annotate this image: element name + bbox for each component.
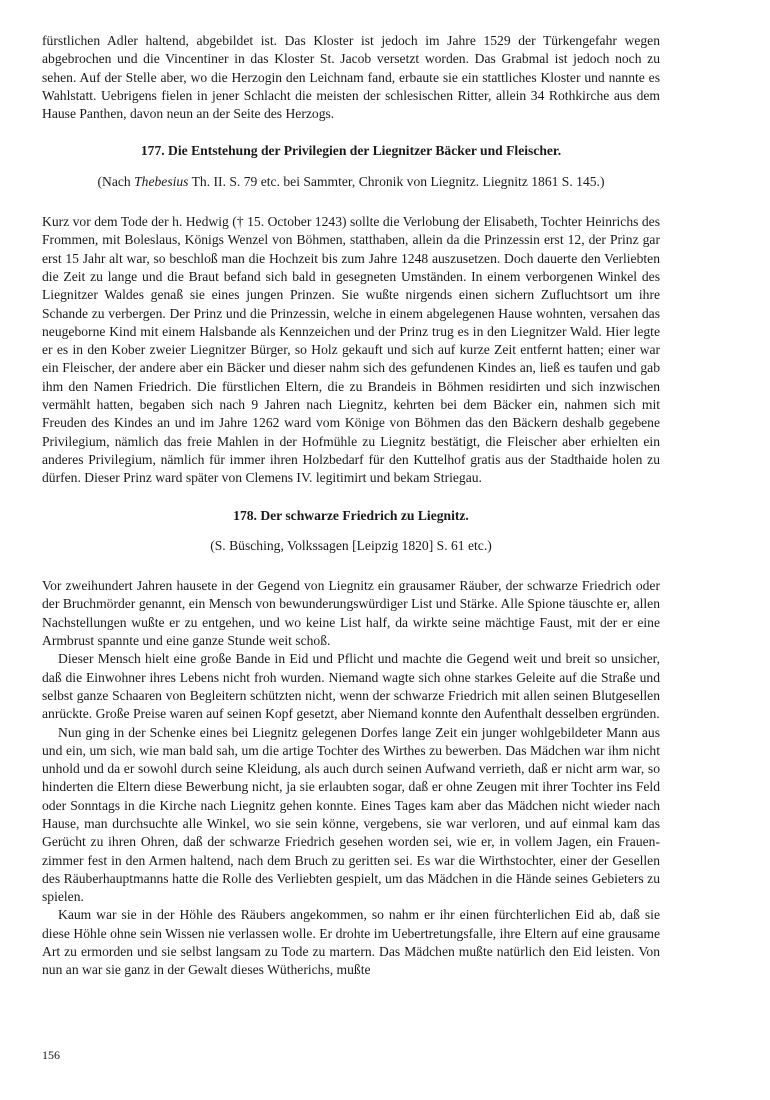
section-178-paragraph-2: Dieser Mensch hielt eine große Bande in Eid und Pflicht und machte die Gegend weit und breit so unsicher, daß die Einwohner ihres Lebens nicht froh wurden. Niemand wagte sich ohne starkes Geleite auf die Straße und selbst ganze Schaaren von Begleitern schützten nicht, wenn der schwarze Friedrich mit allen seinen Blutgesellen anrückte. Große Preise waren auf seinen Kopf gesetzt, aber Niemand konnte den Aufenthalt desselben ergründen. — [42, 651, 660, 722]
intro-paragraph: fürstlichen Adler haltend, abgebildet ist. Das Kloster ist jedoch im Jahre 1529 der Türkengefahr wegen abgebrochen und die Vincentiner in das Kloster St. Jacob versetzt worden. Das Grabmal ist jedoch noch zu sehen. Auf der Stelle aber, wo die Herzogin den Leichnam fand, erbaute sie ein stattliches Kloster und nannte es Wahlstatt. Uebrigens fielen in jener Schlacht die meisten der schlesischen Ritter, allein 34 Rothkirche aus dem Hause Panthen, davon neun an der Seite des Herzogs. — [42, 33, 660, 122]
source-prefix: (Nach — [97, 173, 135, 189]
section-177-source — [42, 173, 660, 191]
section-178-source: (S. Büsching, Volkssagen [Leipzig 1820] S. 61 etc.) — [210, 537, 492, 553]
page-body — [42, 32, 660, 980]
source-author: Thebesius — [134, 173, 189, 189]
section-177-heading: 177. Die Entstehung der Privilegien der Liegnitzer Bäcker und Fleischer. — [140, 143, 562, 159]
source-rest: Th. II. S. 79 etc. bei Sammter, Chronik von Liegnitz. Liegnitz 1861 S. 145.) — [188, 173, 605, 189]
page-number: 156 — [42, 1048, 60, 1062]
section-178-paragraph-1: Vor zweihundert Jahren hausete in der Gegend von Liegnitz ein grausamer Räuber, der schwarze Friedrich oder der Bruchmörder genannt, ein Mensch von bewunderungswürdiger List und Stärke. Alle Spione täuschte er, allen Nachstellungen wußte er zu entgehen, und wo keine List half, da wirkte seine mächtige Faust, mit der er eine Armbrust spannte und eine ganze Stunde weit schoß. — [42, 578, 660, 649]
section-178-heading: 178. Der schwarze Friedrich zu Liegnitz. — [233, 507, 469, 523]
section-177-paragraph: Kurz vor dem Tode der h. Hedwig († 15. October 1243) sollte die Verlobung der Elisabeth, Tochter Heinrichs des Frommen, mit Boleslaus, Königs Wenzel von Böhmen, statthaben, allein da die Prinzessin erst 12, der Prinz gar erst 15 Jahr alt war, so beschloß man die Hochzeit bis zum Jahre 1248 auszusetzen. Doch dauerte den Verliebten die Zeit zu lange und die Braut befand sich bald in gesegneten Umständen. In einem verborgenen Winkel des Liegnitzer Waldes genaß sie eines jungen Prinzen. Sie wußte nirgends einen sichern Zufluchtsort um ihre Schande zu verbergen. Der Prinz und die Prinzessin, welche in einem abgelegenen Hause wohnten, versahen das neugeborne Kind mit einem Halsbande als Kennzeichen und der Prinz trug es in den Liegnitzer Wald. Hier legte er es in den Kober zweier Liegnitzer Bürger, so Holz gekauft und sich auf kurze Zeit entfernt hatten; einer war ein Fleischer, der andere aber ein Bäcker und dieser nahm sich des gefundenen Kindes an, ließ es taufen und gab ihm den Namen Friedrich. Die fürstlichen Eltern, die zu Brandeis in Böhmen residirten und sich inzwischen vermählt hatten, begaben sich nach 9 Jahren nach Liegnitz, kehrten bei dem Bäcker ein, nahmen sich mit Freuden des Kindes an und im Jahre 1262 ward vom Könige von Böhmen das den Bäckern deshalb gegebene Privilegium, nämlich das freie Mahlen in der Hofmühle zu Liegnitz bestätigt, die Fleischer aber erhielten ein anderes Privilegium, nämlich für immer ihren Holzbedarf für den Kuttelhof gratis aus der Stadthaide holen zu dürfen. Dieser Prinz ward später von Clemens IV. legitimirt und bekam Striegau. — [42, 214, 660, 486]
section-178-paragraph-4: Kaum war sie in der Höhle des Räubers angekommen, so nahm er ihr einen fürchterlichen Eid ab, daß sie diese Höhle ohne sein Wissen nie verlassen wolle. Er drohte im Uebertretungsfalle, ihre Eltern auf eine grausame Art zu ermorden und sie selbst langsam zu Tode zu martern. Das Mädchen mußte natürlich den Eid leisten. Von nun an war sie ganz in der Gewalt dieses Wütherichs, mußte — [42, 907, 660, 978]
section-178-paragraph-3: Nun ging in der Schenke eines bei Liegnitz gelegenen Dorfes lange Zeit ein junger wohlgebildeter Mann aus und ein, um sich, wie man bald sah, um die artige Tochter des Wirthes zu bewerben. Das Mädchen war ihm nicht unhold und da er sowohl durch seine Kleidung, als auch durch seinen Aufwand verrieth, daß er nicht arm war, so hinderten die Eltern diese Bewerbung nicht, ja sie erlaubten sogar, daß er ohne Zeugen mit ihrer Tochter ins Feld oder Sonntags in die Kirche nach Liegnitz gehen konnte. Eines Tages kam aber das Mädchen nicht wieder nach Hause, man durchsuchte alle Winkel, wo sie sein könne, vergebens, sie war verloren, und auf einmal kam das Gerücht zu ihren Ohren, daß der schwarze Friedrich gesehen worden sei, wie er, in vollem Jagen, ein Frauenzimmer fest in den Armen haltend, nach dem Bruch zu geritten sei. Es war die Wirthstochter, einer der Gesellen des Räuberhauptmanns hatte die Rolle des Verliebten gespielt, um das Mädchen in die Hände seines Gebieters zu spielen. — [42, 724, 660, 905]
